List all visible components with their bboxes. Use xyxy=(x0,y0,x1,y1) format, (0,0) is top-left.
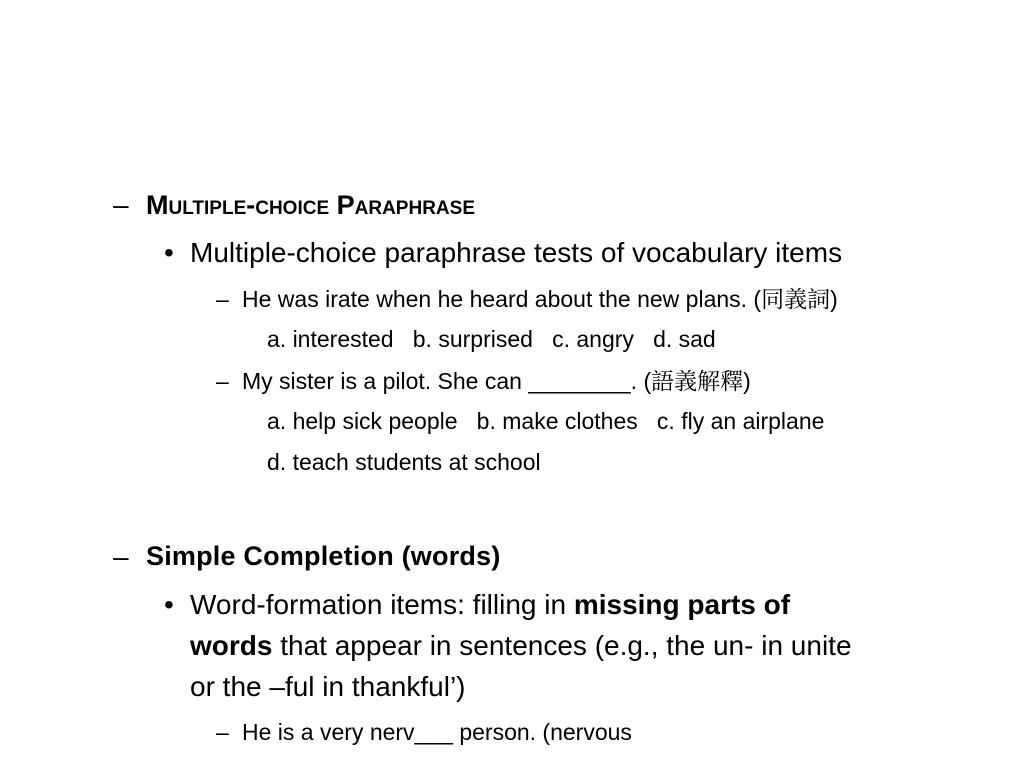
section2-item-line2 xyxy=(190,631,852,662)
section1-q2-options-line1: a. help sick people b. make clothes c. fly an airplane xyxy=(267,408,825,434)
section2-item-line3 xyxy=(190,672,466,703)
section1-title: Multiple-choice Paraphrase xyxy=(146,190,475,220)
section2-item-line1 xyxy=(190,590,790,621)
section1-dash: – xyxy=(113,189,129,220)
section2-q1-text: He is a very nerv___ person. (nervous xyxy=(242,719,632,745)
section1-q2-dash: – xyxy=(216,368,229,394)
section2-item-bold1: missing parts of xyxy=(573,589,791,620)
section2-item-bold2: words xyxy=(190,630,273,661)
section2-dash: – xyxy=(113,541,129,572)
section2-q1-dash: – xyxy=(216,719,229,745)
section1-bullet: • xyxy=(164,237,174,268)
section2-bullet: • xyxy=(164,589,174,620)
section2-title: Simple Completion (words) xyxy=(146,541,501,571)
section1-q2-options-line2: d. teach students at school xyxy=(267,449,541,475)
section1-q1-dash: – xyxy=(216,286,229,312)
section1-item: Multiple-choice paraphrase tests of vocabulary items xyxy=(190,237,843,268)
section1-q2-text: My sister is a pilot. She can ________. (語義解釋) xyxy=(242,368,751,394)
section1-q1-options: a. interested b. surprised c. angry d. sad xyxy=(267,326,716,352)
section1-q1-text: He was irate when he heard about the new plans. (同義詞) xyxy=(242,286,838,312)
section2-item-part1: Word-formation items: filling in xyxy=(190,589,574,620)
section2-item-part3: or the –ful in thankful’) xyxy=(190,671,466,702)
section2-item-part2: that appear in sentences (e.g., the un- in unite xyxy=(272,630,852,661)
